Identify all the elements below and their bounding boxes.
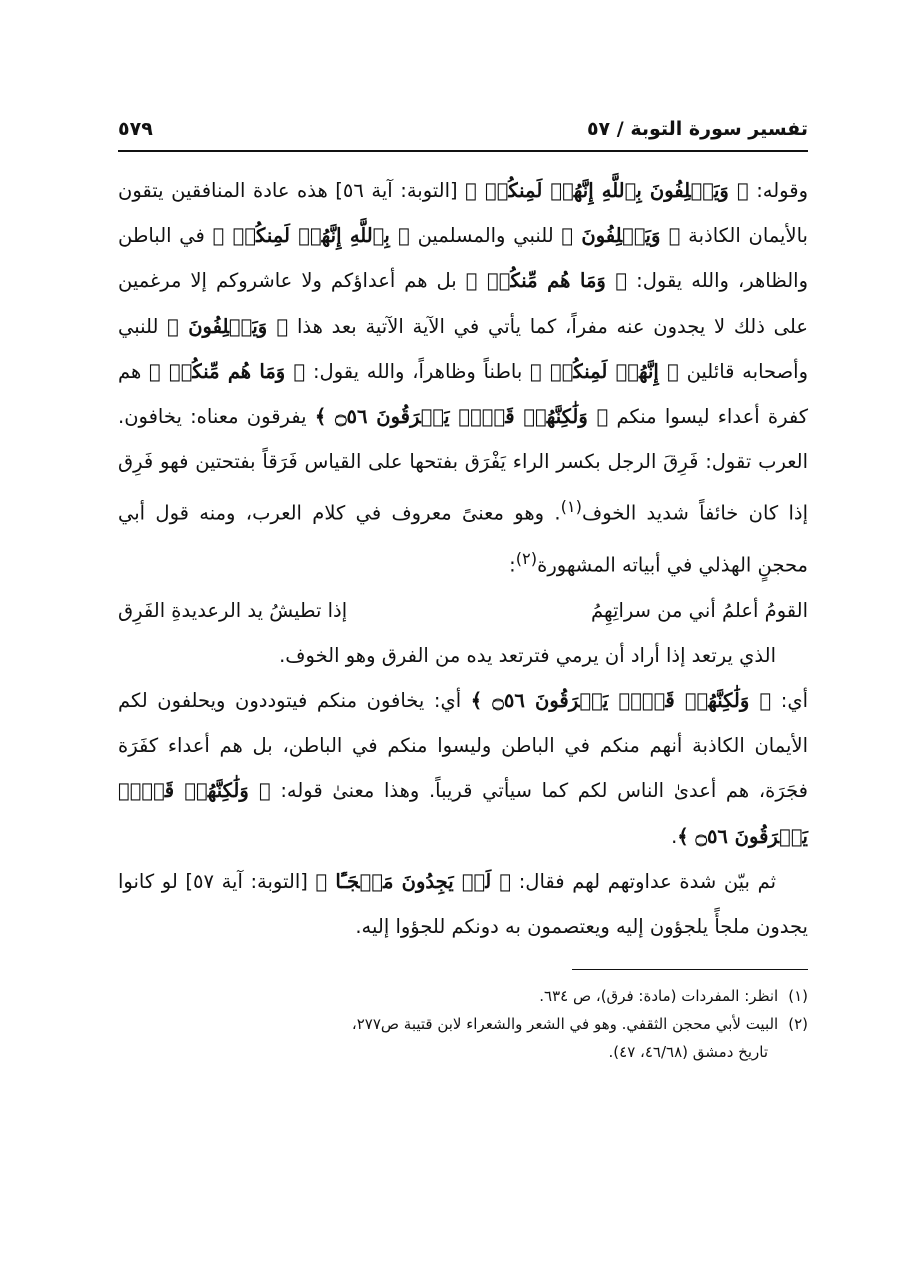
footnote-2-continuation: تاريخ دمشق (٤٦/٦٨، ٤٧). [608, 1043, 768, 1062]
verse-first-hemistich: القومُ أعلمُ أني من سراتِهِمُ [591, 598, 808, 622]
verse-second-hemistich: إذا تطيشُ يد الرعديدةِ الفَرِق [118, 598, 348, 622]
paragraph-1 [118, 168, 808, 588]
header-rule [118, 150, 808, 152]
quran-quote: ﴿ بِٱللَّهِ إِنَّهُمۡ لَمِنكُمۡ ﴾ [212, 224, 410, 248]
quran-quote: ﴿ وَيَحۡلِفُونَ ﴾ [167, 314, 289, 338]
footnote-ref: (١) [560, 497, 582, 517]
quran-quote: ﴿ وَلَٰكِنَّهُمۡ قَوۡمٞ يَفۡرَقُونَ ۝٥٦ ﴾ [118, 779, 808, 848]
text-run: . [671, 824, 678, 848]
text-run: [التوبة: آية ٥٦] هذه عادة المنافقين يتقون بالأيمان الكاذبة [118, 179, 808, 248]
quran-quote: ﴿ لَوۡ يَجِدُونَ مَلۡجَـًٔا ﴾ [315, 869, 512, 893]
book-page [118, 112, 808, 1066]
footnote-text: البيت لأبي محجن الثقفي. وهو في الشعر والشعراء لابن قتيبة ص٢٧٧، [351, 1015, 779, 1034]
quran-quote: ﴿ وَمَا هُم مِّنكُمۡ ﴾ [465, 269, 628, 293]
text-run: يفرقون معناه: يخافون. العرب تقول: فَرِقَ الرجل بكسر الراء يَفْرَق بفتحها على القياس فَرَقاً بفتحتين فهو فَرِق إذا كان خائفاً شديد الخوف [118, 405, 808, 525]
footnotes [118, 982, 808, 1066]
footnote-ref: (٢) [515, 549, 538, 569]
text-run: : [509, 553, 516, 577]
text-run: للنبي وأصحابه قائلين [118, 314, 808, 383]
poetry-verse [118, 588, 808, 633]
footnote-2 [118, 1010, 808, 1038]
paragraph-4 [118, 859, 808, 949]
paragraph-3 [118, 678, 808, 859]
quran-quote: ﴿ إِنَّهُمۡ لَمِنكُمۡ ﴾ [530, 359, 679, 383]
text-run: هم كفرة أعداء ليسوا منكم [118, 359, 808, 429]
page-number: ٥٧٩ [118, 118, 153, 140]
paragraph-2 [118, 633, 808, 678]
text-run: أي: [771, 689, 809, 713]
text-run: في الباطن والظاهر، والله يقول: [118, 224, 808, 293]
running-title: تفسير سورة التوبة / ٥٧ [586, 118, 808, 140]
footnote-number: (٢) [788, 1015, 808, 1034]
text-run: الذي يرتعد إذا أراد أن يرمي فترتعد يده من الفرق وهو الخوف. [279, 643, 776, 667]
text-run: بل هم أعداؤكم ولا عاشروكم إلا مرغمين على ذلك لا يجدون عنه مفراً، كما يأتي في الآية الآتية بعد هذا [118, 269, 809, 338]
text-run: باطناً وظاهراً، والله يقول: [305, 359, 530, 383]
running-header [118, 112, 808, 146]
quran-quote: ﴿ وَلَٰكِنَّهُمۡ قَوۡمٞ يَفۡرَقُونَ ۝٥٦ ﴾ [470, 689, 772, 713]
main-text [118, 168, 808, 949]
quran-quote: ﴿ وَمَا هُم مِّنكُمۡ ﴾ [149, 359, 306, 383]
footnote-rule [572, 969, 808, 970]
text-run: وقوله: [748, 179, 808, 202]
footnote-number: (١) [788, 987, 808, 1006]
text-run: [التوبة: آية ٥٧] لو كانوا يجدون ملجأً يلجؤون إليه ويعتصمون به دونكم للجؤوا إليه. [118, 869, 808, 939]
text-run: . وهو معنىً معروف في كلام العرب، ومنه قول أبي محجنٍ الهذلي في أبياته المشهورة [118, 501, 808, 577]
footnote-text: انظر: المفردات (مادة: فرق)، ص ٦٣٤. [539, 987, 779, 1006]
quran-quote: ﴿ وَيَحۡلِفُونَ ﴾ [561, 224, 681, 248]
text-run: ثم بيّن شدة عداوتهم لهم فقال: [511, 869, 776, 893]
quran-quote: ﴿ وَيَحۡلِفُونَ بِٱللَّهِ إِنَّهُمۡ لَمِنكُمۡ ﴾ [465, 179, 749, 202]
text-run: أي: يخافون منكم فيتوددون ويحلفون لكم الأيمان الكاذبة أنهم منكم في الباطن وليسوا منكم في الباطن، بل هم أعداء كفَرَة فجَرَة، هم أعدىٰ الناس لكم كما سيأتي قريباً. وهذا معنىٰ قوله: [118, 689, 808, 803]
footnote-1 [118, 982, 808, 1010]
text-run: للنبي والمسلمين [409, 224, 562, 248]
quran-quote: ﴿ وَلَٰكِنَّهُمۡ قَوۡمٞ يَفۡرَقُونَ ۝٥٦ ﴾ [314, 405, 609, 429]
